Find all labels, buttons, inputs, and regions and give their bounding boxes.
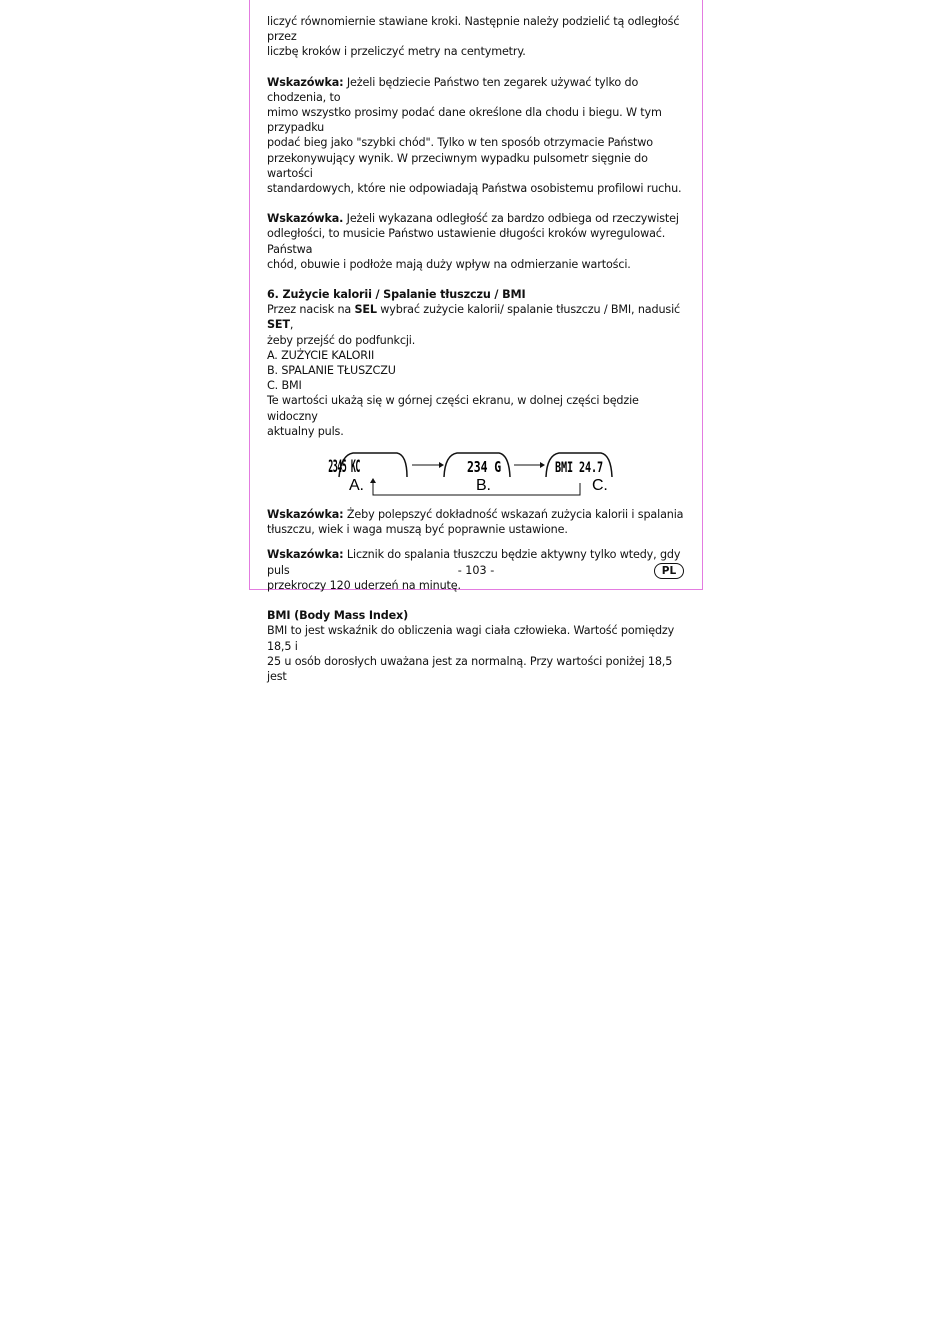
- note4-text: Licznik do spalania tłuszczu będzie aktywny tylko wtedy, gdy puls: [267, 548, 681, 577]
- arrow-a-b-head: [439, 462, 444, 468]
- section-line-4: aktualny puls.: [267, 424, 344, 438]
- bmi-line-2: 25 u osób dorosłych uważana jest za normalną. Przy wartości poniżej 18,5 jest: [267, 654, 673, 683]
- option-c: C. BMI: [267, 379, 302, 393]
- label-a: A.: [349, 477, 364, 495]
- screen-c: [546, 453, 612, 477]
- note2-text: Jeżeli wykazana odległość za bardzo odbiega od rzeczywistej: [343, 212, 679, 226]
- page-number: - 103 -: [457, 564, 495, 577]
- page-footer: [249, 563, 703, 581]
- language-badge: PL: [654, 563, 684, 579]
- bmi-line-1: BMI to jest wskaźnik do obliczenia wagi ciała człowieka. Wartość pomiędzy 18,5 i: [267, 624, 675, 653]
- note3-line-1: [267, 507, 687, 522]
- note1-line-5: standardowych, które nie odpowiadają Państwa osobistemu profilowi ruchu.: [267, 182, 682, 196]
- note2-line-1: [267, 211, 687, 226]
- screen-b: [444, 453, 510, 477]
- bmi-heading: BMI (Body Mass Index): [267, 609, 409, 623]
- display-diagram: [267, 445, 687, 503]
- sel-key: SEL: [354, 303, 377, 317]
- screen-a: [328, 453, 407, 477]
- option-a: A. ZUŻYCIE KALORII: [267, 348, 375, 362]
- set-key: SET: [267, 318, 290, 332]
- section-line-3: Te wartości ukażą się w górnej części ekranu, w dolnej części będzie widoczny: [267, 394, 639, 423]
- note2-line-2: odległości, to musicie Państwo ustawienie długości kroków wyregulować. Państwa: [267, 227, 666, 256]
- note1-line-1: [267, 75, 687, 105]
- note1-line-4: przekonywujący wynik. W przeciwnym wypadku pulsometr sięgnie do wartości: [267, 151, 648, 180]
- display-diagram-svg: [267, 445, 687, 503]
- return-arrow-head: [370, 478, 376, 483]
- screen-a-value: 2345 KC: [328, 457, 360, 477]
- note3-label: Wskazówka:: [267, 508, 344, 522]
- section-heading: 6. Zużycie kalorii / Spalanie tłuszczu / BMI: [267, 288, 526, 302]
- note1-line-2: mimo wszystko prosimy podać dane określone dla chodu i biegu. W tym przypadku: [267, 106, 662, 135]
- arrow-b-c-head: [540, 462, 545, 468]
- intro-line-1: liczyć równomiernie stawiane kroki. Następnie należy podzielić tą odległość przez: [267, 15, 680, 44]
- option-b: B. SPALANIE TŁUSZCZU: [267, 364, 396, 378]
- page-content: [267, 14, 687, 684]
- note4-label: Wskazówka:: [267, 548, 344, 562]
- note3-line-2: tłuszczu, wiek i waga muszą być poprawnie ustawione.: [267, 523, 568, 537]
- section-line-2: żeby przejść do podfunkcji.: [267, 333, 416, 347]
- section-text: ,: [289, 318, 294, 332]
- note1-label: Wskazówka:: [267, 75, 344, 89]
- screen-c-value: BMI 24.7: [555, 460, 603, 477]
- intro-line-2: liczbę kroków i przeliczyć metry na centymetry.: [267, 45, 526, 59]
- section-line-1: [267, 302, 687, 332]
- note2-label: Wskazówka.: [267, 212, 344, 226]
- note3-text: Żeby polepszyć dokładność wskazań zużycia kalorii i spalania: [343, 508, 684, 522]
- section-text: Przez nacisk na: [267, 303, 355, 317]
- note2-line-3: chód, obuwie i podłoże mają duży wpływ na odmierzanie wartości.: [267, 257, 631, 271]
- note1-line-3: podać bieg jako "szybki chód". Tylko w ten sposób otrzymacie Państwo: [267, 136, 653, 150]
- screen-b-value: 234 G: [467, 458, 502, 477]
- label-c: C.: [592, 477, 608, 495]
- note1-text: Jeżeli będziecie Państwo ten zegarek używać tylko do chodzenia, to: [267, 75, 639, 104]
- section-text: wybrać zużycie kalorii/ spalanie tłuszczu / BMI, nadusić: [376, 303, 681, 317]
- label-b: B.: [476, 477, 491, 495]
- note4-line-2: przekroczy 120 uderzeń na minutę.: [267, 578, 461, 592]
